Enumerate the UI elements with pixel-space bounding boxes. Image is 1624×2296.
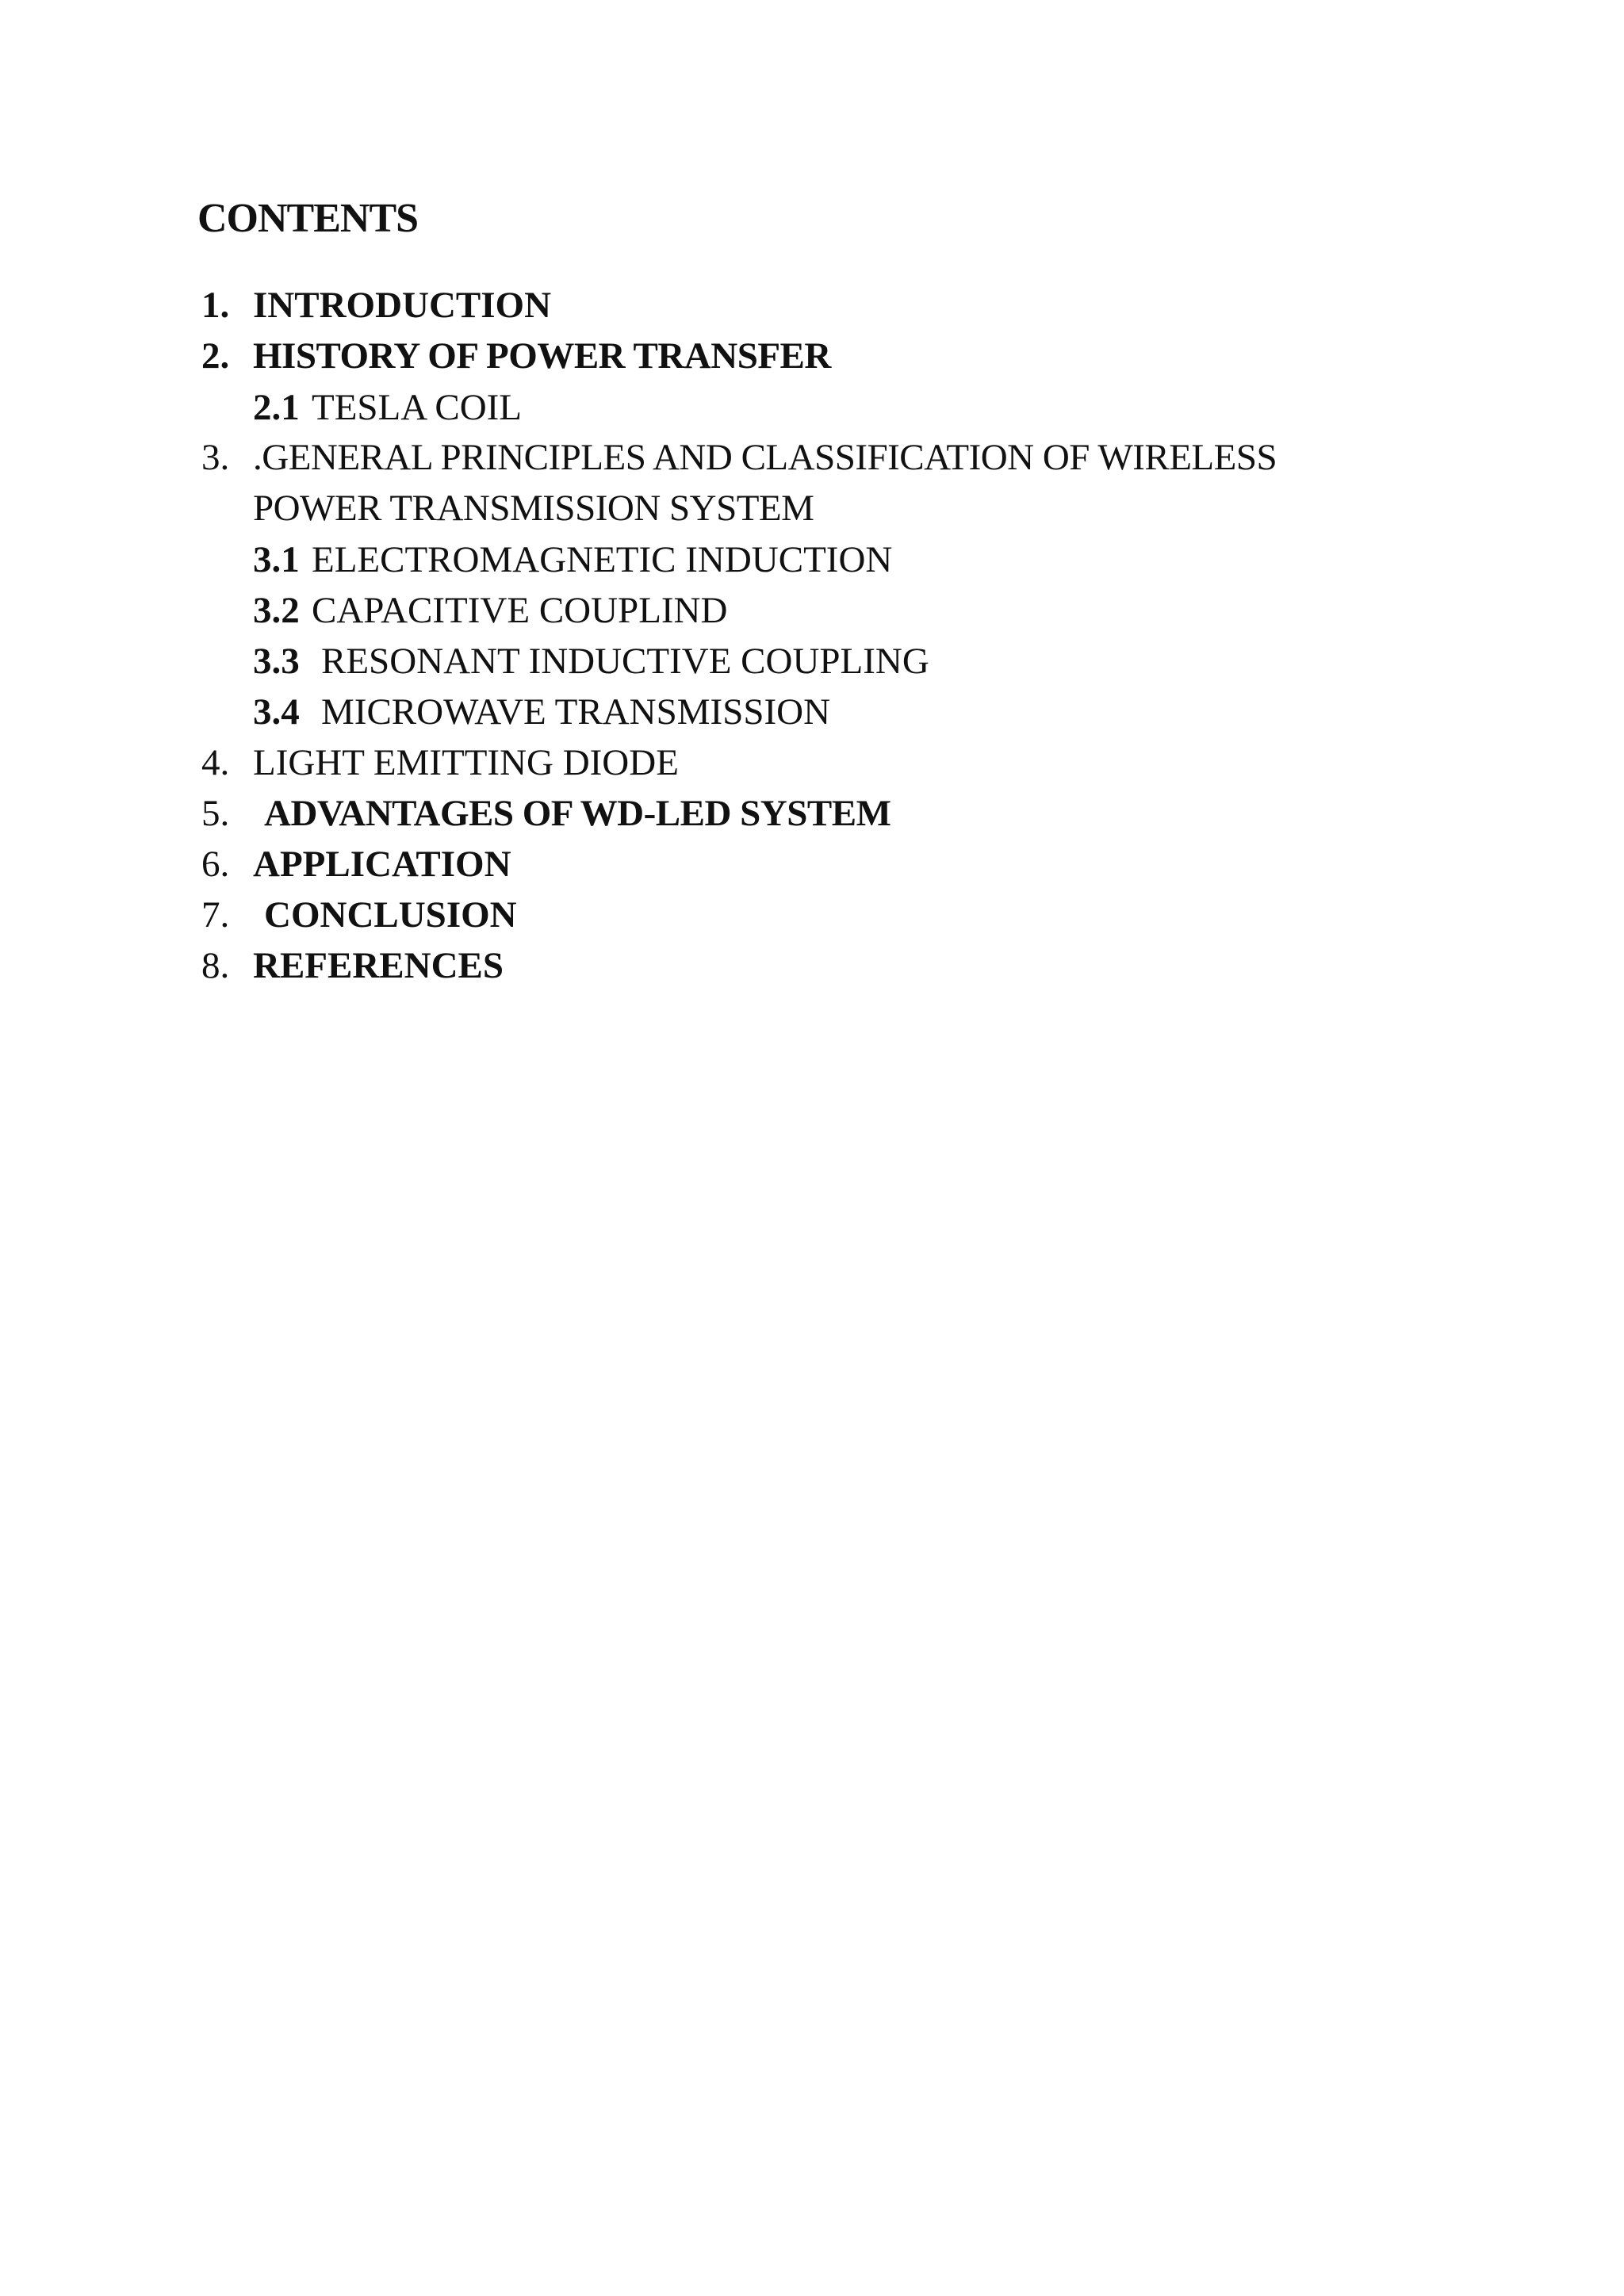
toc-subentry-number: 3.2 (253, 590, 300, 631)
toc-subentry-number: 2.1 (253, 387, 300, 428)
toc-subentry-number: 3.1 (253, 539, 300, 580)
toc-entry-title: HISTORY OF POWER TRANSFER (253, 335, 831, 377)
toc-entry-title: ADVANTAGES OF WD-LED SYSTEM (264, 793, 891, 834)
toc-subentry-title: RESONANT INDUCTIVE COUPLING (321, 641, 929, 682)
contents-heading: CONTENTS (197, 196, 419, 241)
toc-entry-title-continued: POWER TRANSMISSION SYSTEM (253, 488, 814, 529)
toc-subentry-title: CAPACITIVE COUPLIND (312, 590, 728, 631)
toc-subentry-title: TESLA COIL (312, 387, 523, 428)
toc-entry-title: APPLICATION (253, 844, 511, 885)
toc-subentry-number: 3.3 (253, 641, 300, 682)
toc-entry-title: .GENERAL PRINCIPLES AND CLASSIFICATION OF WIRELESS (253, 437, 1277, 478)
toc-subentry-number: 3.4 (253, 691, 300, 733)
toc-entry-number: 1. (201, 285, 230, 326)
toc-entry-number: 2. (201, 335, 230, 377)
toc-entry-title: REFERENCES (253, 945, 504, 986)
toc-entry-number: 3. (201, 437, 230, 478)
toc-entry-title: CONCLUSION (264, 894, 517, 936)
toc-entry-title: LIGHT EMITTING DIODE (253, 742, 679, 783)
toc-subentry-title: MICROWAVE TRANSMISSION (321, 691, 831, 733)
toc-entry-number: 8. (201, 945, 230, 986)
toc-entry-number: 7. (201, 894, 230, 936)
toc-entry-number: 6. (201, 844, 230, 885)
toc-entry-title: INTRODUCTION (253, 285, 552, 326)
toc-entry-number: 4. (201, 742, 230, 783)
toc-entry-number: 5. (201, 793, 230, 834)
toc-subentry-title: ELECTROMAGNETIC INDUCTION (312, 539, 893, 580)
